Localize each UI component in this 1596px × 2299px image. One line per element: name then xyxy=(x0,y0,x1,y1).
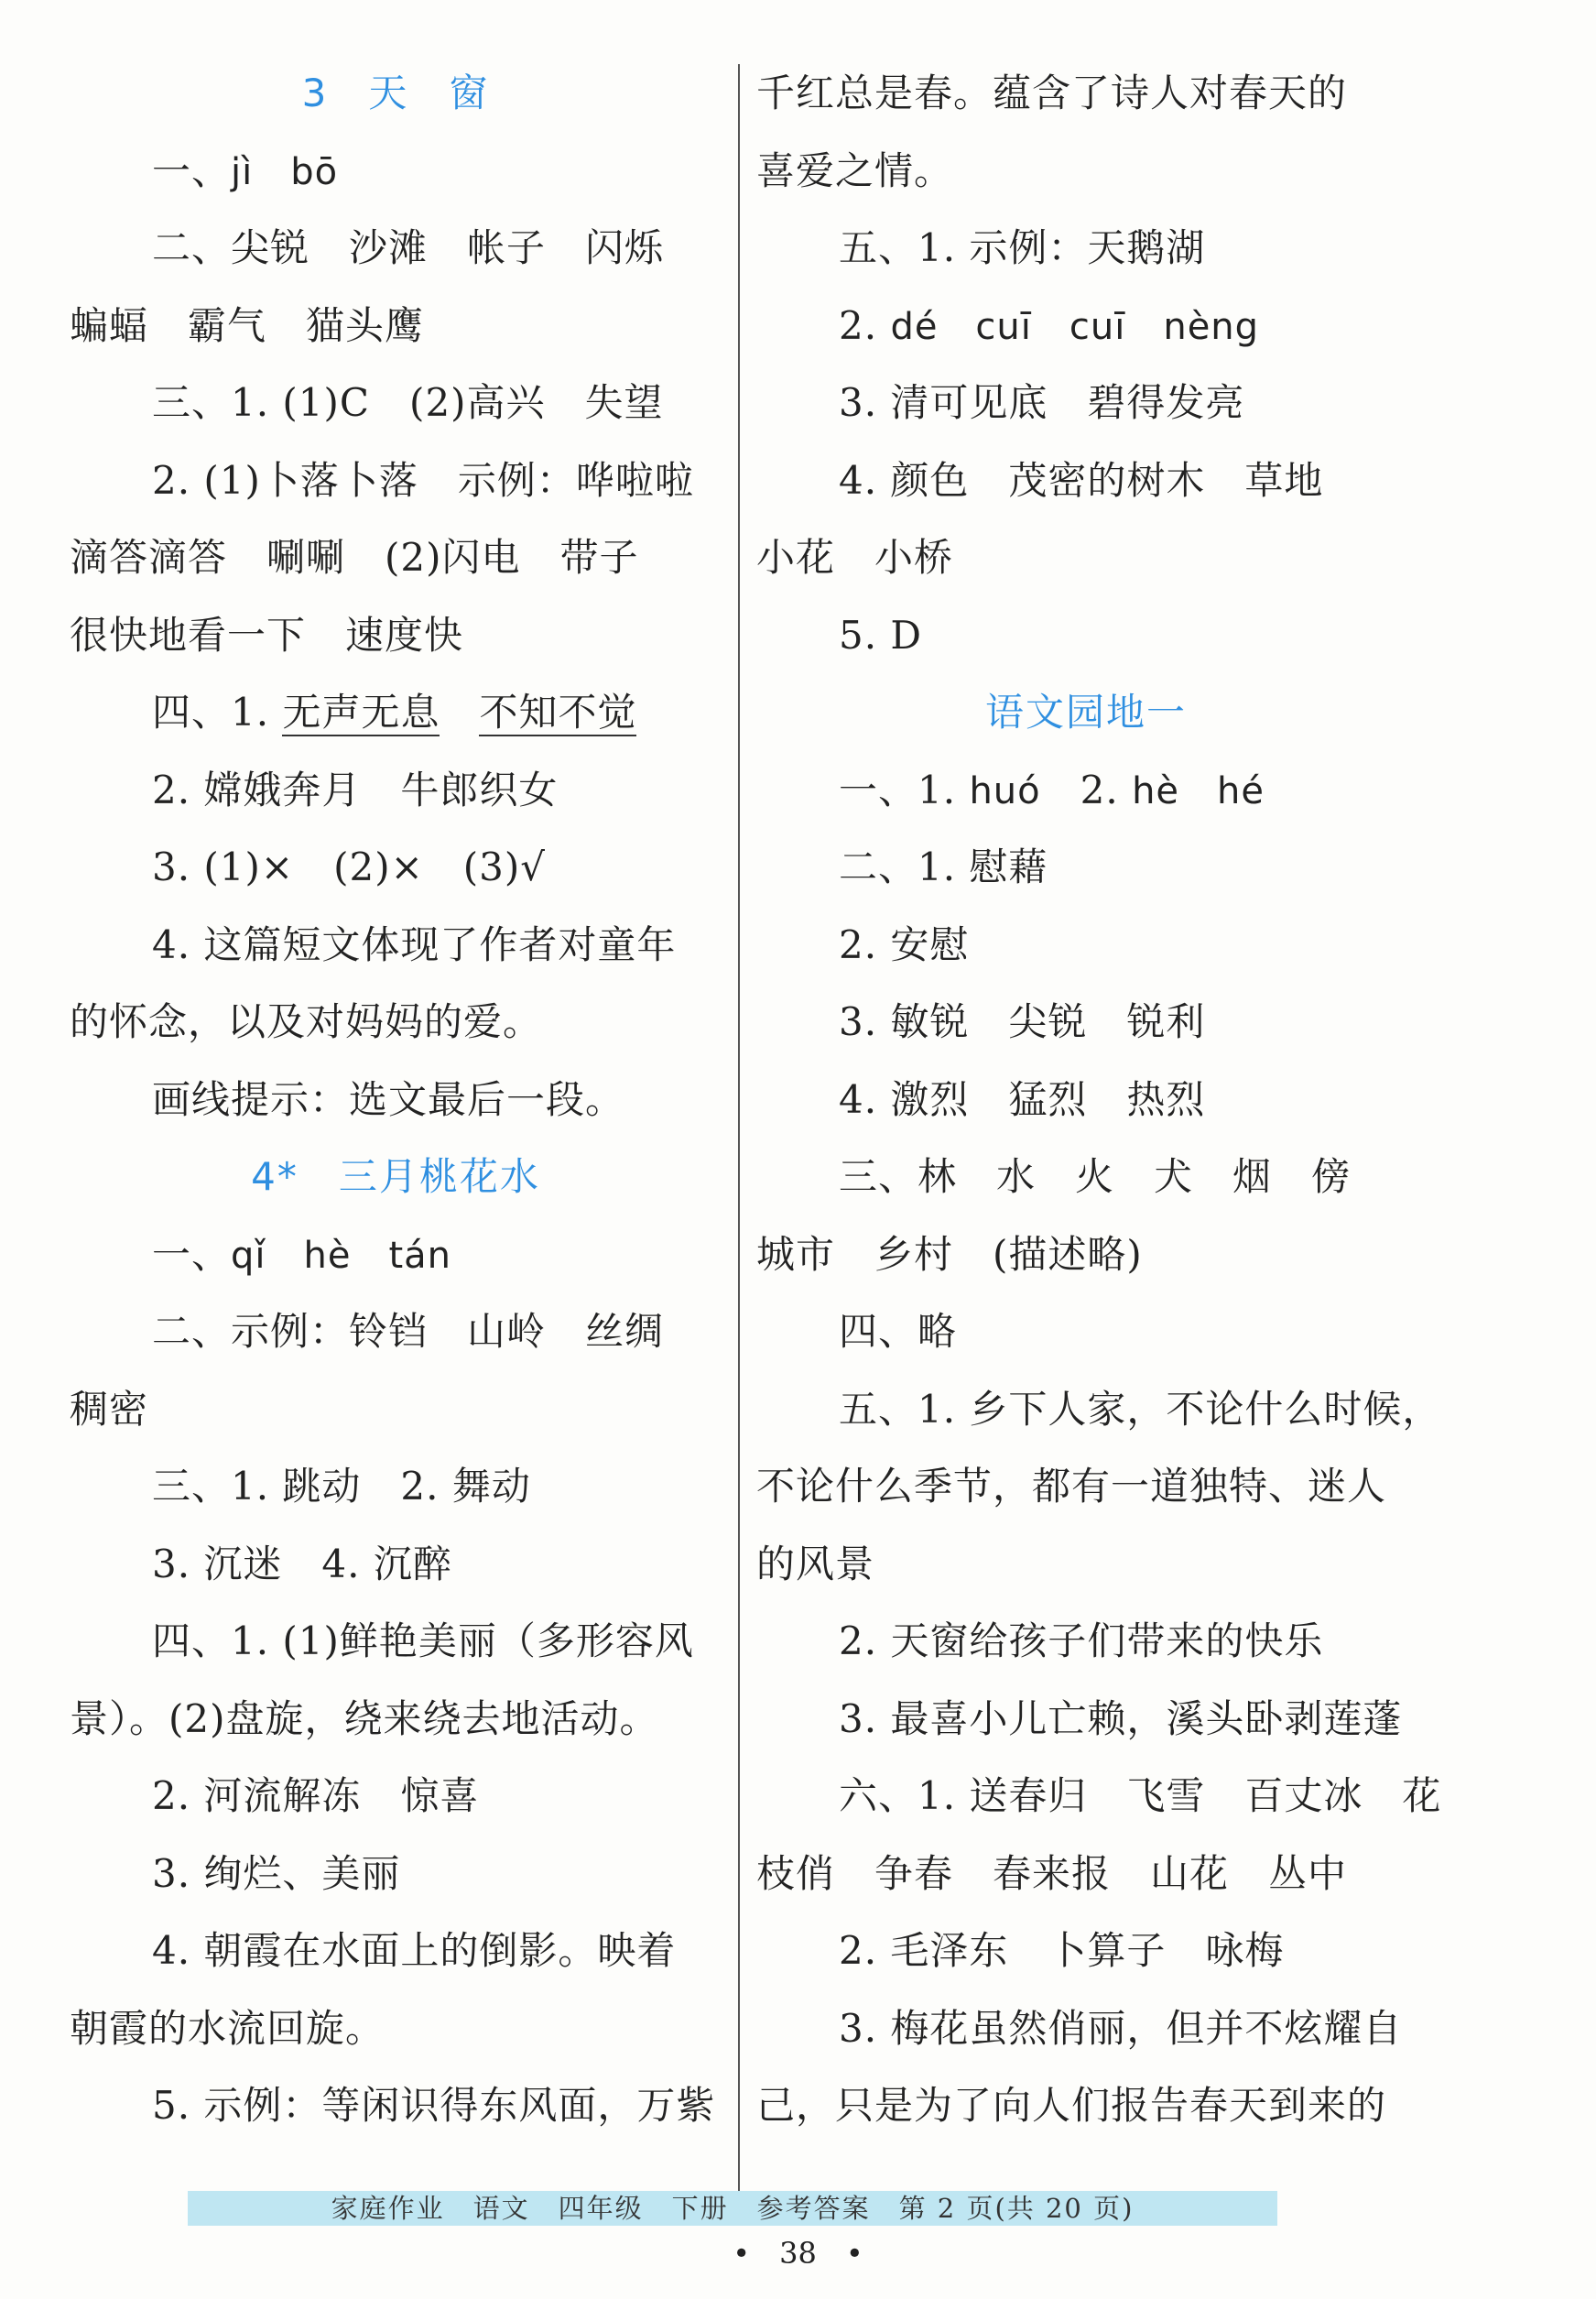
answer-line: 四、1. 无声无息 不知不觉 xyxy=(152,690,637,735)
answer-line: 2. (1)卜落卜落 示例：哗啦啦 xyxy=(152,457,694,503)
column-divider xyxy=(738,64,740,2198)
answer-line: 景）。(2)盘旋，绕来绕去地活动。 xyxy=(70,1695,659,1741)
answer-line: 千红总是春。蕴含了诗人对春天的 xyxy=(756,71,1348,115)
footer-banner: 家庭作业 语文 四年级 下册 参考答案 第 2 页(共 20 页) xyxy=(188,2191,1277,2226)
answer-line: 三、1. 跳动 2. 舞动 xyxy=(152,1464,531,1509)
answer-line: 二、1. 慰藉 xyxy=(839,844,1048,889)
garden-1-title: 语文园地一 xyxy=(984,690,1187,735)
answer-line: 四、1. (1)鲜艳美丽（多形容风 xyxy=(152,1618,694,1663)
answer-line: 一、qǐ hè tán xyxy=(152,1231,452,1277)
answer-line: 2. 河流解冻 惊喜 xyxy=(152,1773,480,1818)
answer-line: 3. 绚烂、美丽 xyxy=(152,1850,401,1896)
answer-line: 2. 嫦娥奔月 牛郎织女 xyxy=(152,767,559,812)
right-column xyxy=(756,55,1442,2145)
answer-line: 小花 小桥 xyxy=(756,535,954,580)
answer-line: 很快地看一下 速度快 xyxy=(70,612,464,658)
answer-line: 3. 最喜小儿亡赖，溪头卧剥莲蓬 xyxy=(839,1695,1403,1741)
answer-line: 4. 朝霞在水面上的倒影。映着 xyxy=(152,1928,677,1973)
answer-line: 2. 天窗给孩子们带来的快乐 xyxy=(839,1618,1324,1663)
lesson-4-title: 4* 三月桃花水 xyxy=(251,1154,540,1199)
answer-line: 喜爱之情。 xyxy=(756,147,954,193)
answer-line: 5. 示例：等闲识得东风面，万紫 xyxy=(152,2083,716,2128)
answer-line: 3. 沉迷 4. 沉醉 xyxy=(152,1541,452,1586)
answer-line: 朝霞的水流回旋。 xyxy=(70,2005,385,2051)
answer-line: 不论什么季节，都有一道独特、迷人 xyxy=(756,1464,1387,1509)
answer-line: 稠密 xyxy=(70,1386,149,1432)
lesson-3-title: 3 天 窗 xyxy=(301,71,490,115)
pinyin-answer: qǐ hè tán xyxy=(231,1234,452,1277)
answer-line: 2. dé cuī cuī nèng xyxy=(839,302,1260,348)
answer-line: 的怀念，以及对妈妈的爱。 xyxy=(70,999,543,1044)
answer-line: 4. 颜色 茂密的树木 草地 xyxy=(839,457,1324,503)
answer-line: 2. 毛泽东 卜算子 咏梅 xyxy=(839,1928,1285,1973)
left-column xyxy=(70,55,722,2145)
answer-line: 4. 这篇短文体现了作者对童年 xyxy=(152,921,677,967)
underlined-answer: 无声无息 xyxy=(282,690,440,735)
answer-line: 3. 清可见底 碧得发亮 xyxy=(839,380,1245,425)
answer-line: 的风景 xyxy=(756,1541,875,1586)
answer-line: 2. 安慰 xyxy=(839,921,970,967)
answer-line: 5. D xyxy=(839,612,923,658)
answer-line: 一、1. huó 2. hè hé xyxy=(839,767,1265,812)
answer-line: 五、1. 乡下人家，不论什么时候， xyxy=(839,1386,1442,1432)
answer-line: 二、示例：铃铛 山岭 丝绸 xyxy=(152,1309,665,1354)
answer-line: 六、1. 送春归 飞雪 百丈冰 花 xyxy=(839,1773,1442,1818)
answer-line: 蝙蝠 霸气 猫头鹰 xyxy=(70,302,425,348)
answer-line: 3. 敏锐 尖锐 锐利 xyxy=(839,999,1206,1044)
answer-line: 一、jì bō xyxy=(152,147,339,193)
answer-line: 城市 乡村 (描述略) xyxy=(756,1231,1143,1277)
answer-line: 己，只是为了向人们报告春天到来的 xyxy=(756,2083,1387,2128)
pinyin-answer: dé cuī cuī nèng xyxy=(890,305,1260,348)
answer-line: 滴答滴答 唰唰 (2)闪电 带子 xyxy=(70,535,639,580)
underlined-answer: 不知不觉 xyxy=(479,690,637,735)
answer-line: 五、1. 示例：天鹅湖 xyxy=(839,225,1206,270)
answer-line: 四、略 xyxy=(839,1309,958,1354)
answer-line: 3. (1)× (2)× (3)√ xyxy=(152,844,547,889)
answer-line: 二、尖锐 沙滩 帐子 闪烁 xyxy=(152,225,665,270)
answer-line: 4. 激烈 猛烈 热烈 xyxy=(839,1076,1206,1122)
answer-line: 三、1. (1)C (2)高兴 失望 xyxy=(152,380,664,425)
answer-line: 枝俏 争春 春来报 山花 丛中 xyxy=(756,1850,1348,1896)
answer-line: 3. 梅花虽然俏丽，但并不炫耀自 xyxy=(839,2005,1403,2051)
answer-line: 画线提示：选文最后一段。 xyxy=(152,1076,625,1122)
page-number: • 38 • xyxy=(733,2236,863,2271)
pinyin-answer: jì bō xyxy=(231,150,339,193)
answer-line: 三、林 水 火 犬 烟 傍 xyxy=(839,1154,1352,1199)
